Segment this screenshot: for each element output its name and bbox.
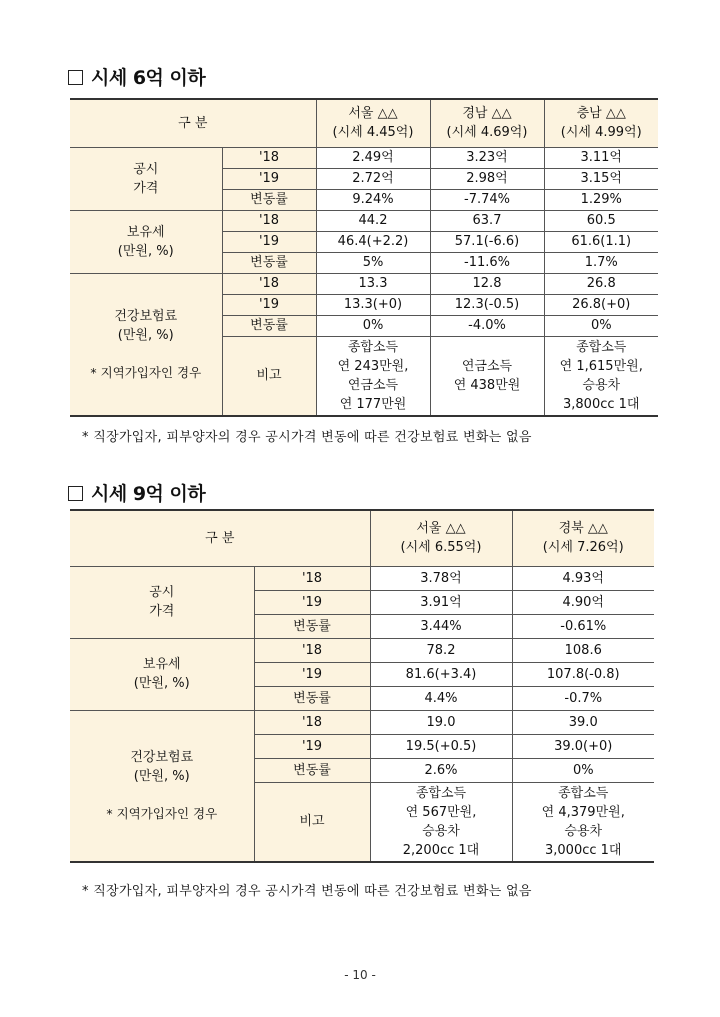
remark-line: 2,200cc 1대 — [402, 842, 480, 858]
region-name: 충남 △△ — [576, 106, 626, 122]
row-label: '19 — [254, 662, 370, 686]
value-cell: 108.6 — [512, 638, 654, 662]
category-label: (만원, %) — [133, 676, 190, 691]
value-cell: -0.61% — [512, 614, 654, 638]
section-title-text: 시세 9억 이하 — [91, 483, 206, 505]
value-cell: 2.6% — [370, 758, 512, 782]
value-cell: 26.8(+0) — [544, 294, 658, 315]
region-price: (시세 4.69억) — [446, 125, 528, 141]
value-cell: -11.6% — [430, 252, 544, 273]
value-cell: 5% — [316, 252, 430, 273]
remark-line: 연 438만원 — [453, 377, 521, 393]
category-label: (만원, %) — [133, 769, 190, 785]
row-label: '18 — [222, 210, 316, 231]
value-cell: 2.98억 — [430, 168, 544, 189]
remark-line: 연 177만원 — [339, 396, 407, 412]
remark-cell — [370, 782, 512, 862]
remark-line: 3,800cc 1대 — [563, 396, 640, 412]
value-cell: 78.2 — [370, 638, 512, 662]
table-row — [70, 638, 654, 662]
remark-line: 종합소득 — [347, 339, 399, 355]
value-cell: 12.8 — [430, 273, 544, 294]
remark-cell — [544, 336, 658, 416]
row-label: '18 — [222, 273, 316, 294]
region-header — [370, 510, 512, 566]
region-header — [316, 99, 430, 147]
category-cell — [70, 566, 254, 638]
category-label: 가격 — [149, 604, 175, 619]
value-cell: 2.49억 — [316, 147, 430, 168]
row-label: '19 — [222, 168, 316, 189]
category-label: (만원, %) — [117, 327, 174, 343]
row-label: '19 — [254, 734, 370, 758]
remark-cell — [316, 336, 430, 416]
region-price: (시세 7.26억) — [542, 540, 624, 556]
category-note: * 지역가입자인 경우 — [106, 806, 218, 822]
value-cell: 39.0 — [512, 710, 654, 734]
category-cell — [70, 210, 222, 273]
value-cell: 39.0(+0) — [512, 734, 654, 758]
value-cell: -0.7% — [512, 686, 654, 710]
value-cell: 107.8(-0.8) — [512, 662, 654, 686]
value-cell: 26.8 — [544, 273, 658, 294]
value-cell: 4.93억 — [512, 566, 654, 590]
page-number: - 10 - — [344, 968, 376, 982]
checkbox-square-icon — [68, 486, 83, 501]
price-table — [70, 98, 658, 417]
value-cell: 0% — [512, 758, 654, 782]
header-row — [70, 510, 654, 566]
section-title — [68, 63, 205, 90]
table-row — [70, 147, 658, 168]
remark-line: 종합소득 — [576, 339, 627, 355]
checkbox-square-icon — [68, 70, 83, 85]
region-header — [544, 99, 658, 147]
header-row — [70, 99, 658, 147]
value-cell: 3.11억 — [544, 147, 658, 168]
value-cell: 13.3(+0) — [316, 294, 430, 315]
category-label: 건강보험료 — [130, 750, 194, 766]
category-label: 공시 — [133, 161, 159, 177]
region-name: 경남 △△ — [462, 106, 512, 122]
value-cell: 0% — [316, 315, 430, 336]
remark-line: 승용차 — [564, 823, 603, 839]
row-label: '18 — [254, 710, 370, 734]
remark-cell — [512, 782, 654, 862]
value-cell: 0% — [544, 315, 658, 336]
value-cell: 81.6(+3.4) — [370, 662, 512, 686]
value-cell: -7.74% — [430, 189, 544, 210]
value-cell: 46.4(+2.2) — [316, 231, 430, 252]
category-cell — [70, 273, 222, 416]
remark-line: 연 4,379만원, — [541, 804, 625, 820]
value-cell: 3.15억 — [544, 168, 658, 189]
remark-cell — [430, 336, 544, 416]
region-header — [430, 99, 544, 147]
table-row — [70, 566, 654, 590]
section-title — [68, 479, 205, 506]
category-cell — [70, 638, 254, 710]
value-cell: 44.2 — [316, 210, 430, 231]
row-label: 변동률 — [254, 686, 370, 710]
row-label: 변동률 — [254, 758, 370, 782]
remark-line: 연금소득 — [347, 377, 399, 393]
value-cell: 13.3 — [316, 273, 430, 294]
row-label: '19 — [222, 231, 316, 252]
row-label: 변동률 — [222, 252, 316, 273]
value-cell: 19.0 — [370, 710, 512, 734]
remark-line: 연 1,615만원, — [559, 358, 643, 374]
header-label: 구 분 — [70, 510, 370, 566]
remark-line: 3,000cc 1대 — [545, 842, 622, 858]
remark-line: 승용차 — [582, 377, 621, 393]
value-cell: 63.7 — [430, 210, 544, 231]
remark-line: 종합소득 — [415, 785, 467, 801]
value-cell: 9.24% — [316, 189, 430, 210]
value-cell: 3.91억 — [370, 590, 512, 614]
remark-line: 연 567만원, — [405, 804, 477, 820]
category-label: (만원, %) — [117, 243, 174, 259]
category-cell — [70, 710, 254, 862]
value-cell: 3.44% — [370, 614, 512, 638]
value-cell: 1.29% — [544, 189, 658, 210]
value-cell: 19.5(+0.5) — [370, 734, 512, 758]
value-cell: -4.0% — [430, 315, 544, 336]
region-price: (시세 4.99억) — [560, 125, 642, 141]
row-label: '18 — [254, 638, 370, 662]
category-label: 보유세 — [142, 657, 181, 672]
remark-line: 연 243만원, — [337, 358, 409, 374]
value-cell: 12.3(-0.5) — [430, 294, 544, 315]
region-name: 서울 △△ — [348, 106, 398, 122]
region-price: (시세 6.55억) — [400, 540, 482, 556]
row-label: '19 — [222, 294, 316, 315]
region-header — [512, 510, 654, 566]
remark-label: 비고 — [254, 782, 370, 862]
row-label: 변동률 — [222, 315, 316, 336]
table-row — [70, 210, 658, 231]
footnote: * 직장가입자, 피부양자의 경우 공시가격 변동에 따른 건강보험료 변화는 없음 — [82, 430, 532, 445]
category-label: 가격 — [133, 180, 159, 196]
remark-label: 비고 — [222, 336, 316, 416]
row-label: '18 — [254, 566, 370, 590]
row-label: 변동률 — [222, 189, 316, 210]
row-label: '19 — [254, 590, 370, 614]
footnote: * 직장가입자, 피부양자의 경우 공시가격 변동에 따른 건강보험료 변화는 없음 — [82, 884, 532, 899]
value-cell: 4.4% — [370, 686, 512, 710]
value-cell: 3.23억 — [430, 147, 544, 168]
price-table — [70, 509, 654, 863]
value-cell: 60.5 — [544, 210, 658, 231]
region-name: 경북 △△ — [558, 521, 608, 537]
value-cell: 3.78억 — [370, 566, 512, 590]
remark-line: 종합소득 — [558, 785, 609, 801]
table-row — [70, 710, 654, 734]
header-label: 구 분 — [70, 99, 316, 147]
category-label: 건강보험료 — [114, 308, 178, 324]
value-cell: 4.90억 — [512, 590, 654, 614]
category-label: 보유세 — [126, 224, 165, 240]
category-cell — [70, 147, 222, 210]
row-label: 변동률 — [254, 614, 370, 638]
category-note: * 지역가입자인 경우 — [90, 364, 202, 380]
value-cell: 2.72억 — [316, 168, 430, 189]
region-price: (시세 4.45억) — [332, 125, 414, 141]
row-label: '18 — [222, 147, 316, 168]
remark-line: 승용차 — [422, 823, 460, 839]
value-cell: 1.7% — [544, 252, 658, 273]
value-cell: 57.1(-6.6) — [430, 231, 544, 252]
remark-line: 연금소득 — [461, 358, 513, 374]
category-label: 공시 — [149, 585, 175, 600]
table-row — [70, 273, 658, 294]
region-name: 서울 △△ — [416, 521, 466, 537]
section-title-text: 시세 6억 이하 — [91, 67, 206, 89]
value-cell: 61.6(1.1) — [544, 231, 658, 252]
